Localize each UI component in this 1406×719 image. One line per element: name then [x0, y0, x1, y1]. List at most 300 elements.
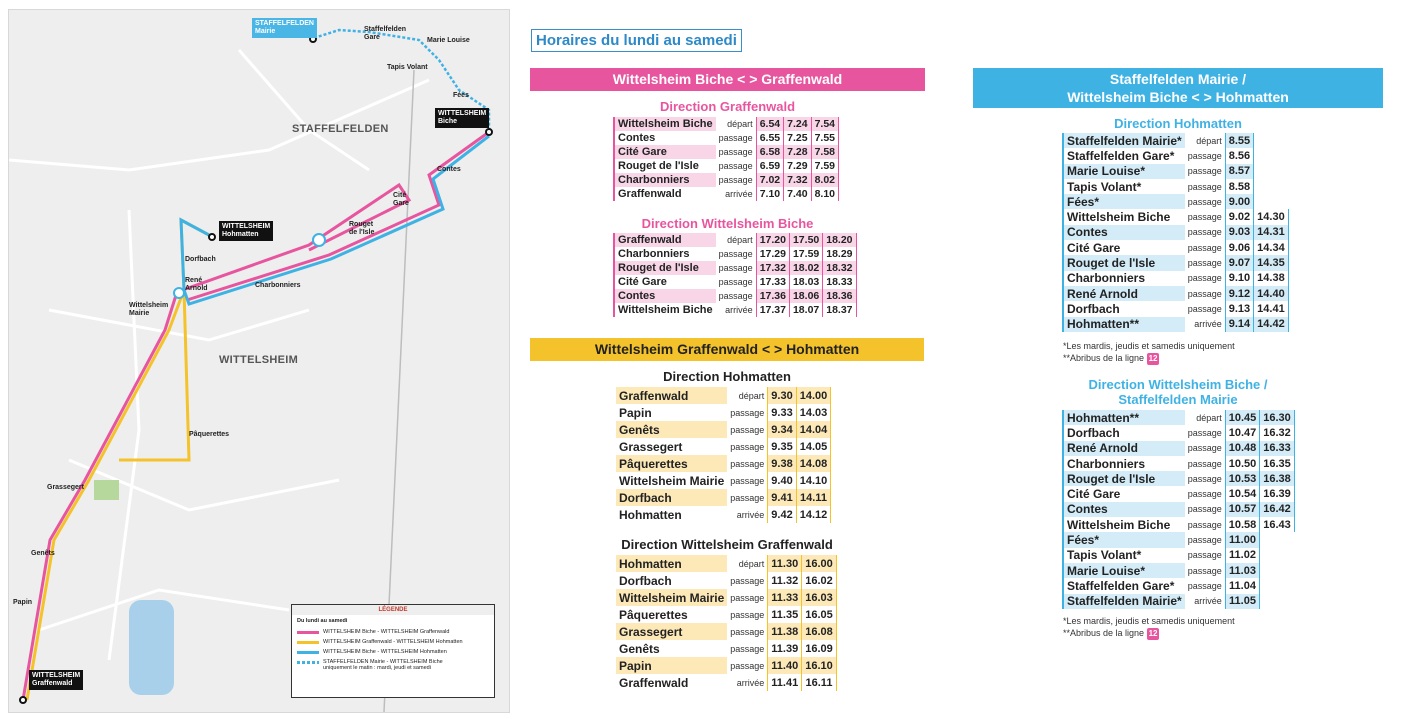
stop-type: passage — [1187, 535, 1222, 546]
timetable-row — [1063, 425, 1294, 440]
departure-time: 7.54 — [811, 117, 838, 131]
departure-time: 18.02 — [789, 261, 822, 275]
stop-name: Contes — [1063, 502, 1185, 517]
departure-time: 9.35 — [768, 438, 796, 455]
departure-time: 17.50 — [789, 233, 822, 247]
note-abribus-text: **Abribus de la ligne — [1063, 628, 1145, 638]
departure-time: 14.31 — [1254, 225, 1289, 240]
pink-direction-2: Direction Wittelsheim Biche — [641, 216, 814, 231]
timetable-blue-2 — [1062, 410, 1295, 609]
stop-type: arrivée — [725, 189, 753, 199]
stop-tapis-volant: Tapis Volant — [387, 64, 428, 71]
note-abribus — [1063, 627, 1235, 640]
timetable-row — [616, 438, 831, 455]
departure-time: 18.06 — [789, 289, 822, 303]
timetable-yellow-1 — [616, 387, 831, 523]
departure-time: 10.53 — [1225, 471, 1260, 486]
timetable-row — [616, 472, 831, 489]
stop-type: passage — [1187, 458, 1222, 469]
stop-type: passage — [718, 277, 753, 287]
departure-time: 9.02 — [1225, 209, 1253, 224]
timetable-blue-1 — [1062, 133, 1289, 332]
stop-name: Pâquerettes — [619, 607, 688, 622]
departure-time: 14.00 — [796, 387, 831, 404]
stop-name: Contes — [1063, 225, 1185, 240]
timetable-row — [1063, 225, 1288, 240]
stop-name: Hohmatten** — [1063, 410, 1185, 425]
timetable-row — [614, 145, 839, 159]
legend-label: STAFFELFELDEN Mairie - WITTELSHEIM Biche uniquement le matin : mardi, jeudi et samedi — [323, 659, 443, 671]
stop-name: René Arnold — [1063, 286, 1185, 301]
departure-time: 17.37 — [756, 303, 789, 317]
stop-name: Graffenwald — [619, 675, 689, 690]
timetable-row — [1063, 594, 1294, 609]
timetable-row — [1063, 548, 1294, 563]
timetable-row — [1063, 471, 1294, 486]
timetable-pink-2 — [613, 233, 857, 317]
stop-type: passage — [718, 263, 753, 273]
stop-name: Cité Gare — [614, 275, 716, 289]
departure-time: 11.33 — [768, 589, 802, 606]
blue-direction-1: Direction Hohmatten — [1114, 116, 1242, 131]
departure-time: 9.34 — [768, 421, 796, 438]
stop-type: départ — [1196, 412, 1222, 423]
stop-name: Cité Gare — [614, 145, 716, 159]
departure-time: 11.41 — [768, 674, 802, 691]
departure-time: 11.32 — [768, 572, 802, 589]
legend-item — [292, 637, 494, 647]
stop-type: passage — [730, 407, 765, 418]
departure-time: 11.05 — [1225, 594, 1260, 609]
stop-type: passage — [1187, 580, 1222, 591]
stop-type: passage — [1187, 196, 1222, 207]
timetable-yellow-2 — [616, 555, 837, 691]
stop-type: passage — [1187, 181, 1222, 192]
timetable-row — [616, 623, 836, 640]
departure-time: 14.04 — [796, 421, 831, 438]
note-abribus-text: **Abribus de la ligne — [1063, 353, 1145, 363]
stop-name: Staffelfelden Mairie* — [1063, 133, 1185, 148]
departure-time: 7.40 — [784, 187, 811, 201]
stop-name: Genêts — [619, 641, 660, 656]
stop-name: Hohmatten — [619, 507, 682, 522]
note-weekdays: *Les mardis, jeudis et samedis uniquement — [1063, 341, 1235, 351]
stop-type: passage — [1187, 519, 1222, 530]
stop-type: passage — [730, 458, 765, 469]
legend-label: WITTELSHEIM Biche - WITTELSHEIM Hohmatten — [323, 649, 447, 655]
departure-time: 16.02 — [802, 572, 837, 589]
departure-time: 10.54 — [1225, 486, 1260, 501]
departure-time — [1260, 563, 1295, 578]
departure-time: 11.30 — [768, 555, 802, 572]
timetable-row — [616, 489, 831, 506]
departure-time: 7.58 — [811, 145, 838, 159]
departure-time: 16.39 — [1260, 486, 1295, 501]
timetable-row — [1063, 532, 1294, 547]
departure-time — [1254, 179, 1289, 194]
stop-type: passage — [1187, 489, 1222, 500]
timetable-row — [1063, 563, 1294, 578]
town-wittelsheim: WITTELSHEIM — [219, 354, 299, 366]
departure-time: 17.32 — [756, 261, 789, 275]
stop-type: passage — [730, 424, 765, 435]
stop-type: arrivée — [1194, 319, 1222, 330]
note-weekdays: *Les mardis, jeudis et samedis uniquement — [1063, 616, 1235, 626]
stop-name: Charbonniers — [614, 173, 716, 187]
timetable-row — [1063, 148, 1288, 163]
departure-time — [1254, 133, 1289, 148]
departure-time: 16.03 — [802, 589, 837, 606]
stop-type: passage — [1187, 473, 1222, 484]
stop-type: passage — [730, 609, 765, 620]
departure-time: 17.59 — [789, 247, 822, 261]
stop-type: arrivée — [1194, 596, 1222, 607]
stop-type: arrivée — [736, 677, 765, 688]
stop-name: Papin — [619, 405, 652, 420]
stop-name: Wittelsheim Mairie — [616, 589, 727, 606]
timetable-row — [616, 572, 836, 589]
stop-type: passage — [730, 643, 765, 654]
stop-name: Fées* — [1063, 532, 1185, 547]
legend-subtitle: Du lundi au samedi — [297, 618, 348, 624]
yellow-direction-2: Direction Wittelsheim Graffenwald — [621, 537, 833, 552]
band-blue: Staffelfelden Mairie / Wittelsheim Biche < > Hohmatten — [973, 68, 1383, 108]
departure-time: 8.10 — [811, 187, 838, 201]
timetable-row — [616, 555, 836, 572]
stop-rene-arnold: René Arnold — [185, 277, 208, 292]
departure-time: 14.12 — [796, 506, 831, 523]
blue-note-2 — [1063, 615, 1235, 640]
stop-name: Hohmatten — [616, 555, 727, 572]
terminal-wittelsheim-biche: WITTELSHEIM Biche — [435, 108, 489, 128]
departure-time: 7.10 — [756, 187, 783, 201]
departure-time — [1260, 578, 1295, 593]
timetable-row — [1063, 194, 1288, 209]
stop-name: Hohmatten** — [1063, 317, 1185, 332]
timetable-row — [614, 173, 839, 187]
stop-name: Marie Louise* — [1063, 563, 1185, 578]
departure-time: 17.20 — [756, 233, 789, 247]
stop-marie-louise: Marie Louise — [427, 37, 470, 44]
stop-type: passage — [1187, 550, 1222, 561]
stop-type: passage — [1187, 242, 1222, 253]
stop-name: Genêts — [616, 421, 727, 438]
departure-time: 8.55 — [1225, 133, 1253, 148]
departure-time: 6.55 — [756, 131, 783, 145]
stop-name: Staffelfelden Mairie* — [1063, 594, 1185, 609]
departure-time: 14.35 — [1254, 255, 1289, 270]
stop-name: Dorfbach — [1063, 425, 1185, 440]
timetable-row — [614, 303, 856, 317]
departure-time — [1260, 532, 1295, 547]
stop-wittelsheim-mairie: Wittelsheim Mairie — [129, 302, 169, 317]
timetable-row — [1063, 502, 1294, 517]
departure-time: 14.08 — [796, 455, 831, 472]
departure-time: 8.02 — [811, 173, 838, 187]
stop-name: Papin — [616, 657, 727, 674]
timetable-row — [614, 117, 839, 131]
band-pink: Wittelsheim Biche < > Graffenwald — [530, 68, 925, 91]
stop-type: passage — [1187, 565, 1222, 576]
blue-direction-2: Direction Wittelsheim Biche / Staffelfelden Mairie — [1088, 377, 1268, 407]
departure-time: 10.47 — [1225, 425, 1260, 440]
timetable-row — [1063, 517, 1294, 532]
departure-time: 11.04 — [1225, 578, 1260, 593]
departure-time: 16.35 — [1260, 456, 1295, 471]
stop-name: Rouget de l'Isle — [614, 261, 716, 275]
stop-name: Wittelsheim Mairie — [619, 473, 725, 488]
stop-name: Staffelfelden Gare* — [1063, 148, 1185, 163]
stop-name: Tapis Volant* — [1063, 548, 1185, 563]
stop-type: départ — [738, 558, 765, 569]
stop-type: passage — [730, 441, 765, 452]
departure-time: 14.38 — [1254, 271, 1289, 286]
timetable-row — [1063, 456, 1294, 471]
departure-time: 9.03 — [1225, 225, 1253, 240]
timetable-row — [1063, 578, 1294, 593]
stop-name: Grassegert — [616, 623, 727, 640]
departure-time: 14.03 — [796, 404, 831, 421]
stop-name: Pâquerettes — [616, 455, 727, 472]
departure-time: 9.30 — [768, 387, 796, 404]
departure-time: 7.28 — [784, 145, 811, 159]
stop-name: Grassegert — [619, 439, 683, 454]
departure-time: 7.25 — [784, 131, 811, 145]
page-title: Horaires du lundi au samedi — [531, 29, 742, 52]
stop-type: passage — [718, 249, 753, 259]
stop-type: passage — [1187, 212, 1222, 223]
departure-time: 8.57 — [1225, 164, 1253, 179]
stop-type: passage — [730, 592, 765, 603]
stop-name: Dorfbach — [616, 489, 727, 506]
departure-time: 11.39 — [768, 640, 802, 657]
departure-time: 18.29 — [823, 247, 856, 261]
stop-type: départ — [1196, 135, 1222, 146]
departure-time: 16.30 — [1260, 410, 1295, 425]
departure-time: 14.42 — [1254, 317, 1289, 332]
departure-time: 10.58 — [1225, 517, 1260, 532]
stop-charbonniers: Charbonniers — [255, 282, 301, 289]
timetable-row — [1063, 271, 1288, 286]
departure-time: 9.13 — [1225, 301, 1253, 316]
timetable-row — [614, 233, 856, 247]
stop-name: Graffenwald — [614, 233, 716, 247]
line-12-badge: 12 — [1148, 354, 1158, 363]
timetable-row — [616, 506, 831, 523]
departure-time: 6.54 — [756, 117, 783, 131]
stop-staffelfelden-gare: Staffelfelden Gare — [364, 26, 407, 41]
blue-note-1 — [1063, 340, 1235, 365]
timetable-row — [616, 657, 836, 674]
departure-time: 9.14 — [1225, 317, 1253, 332]
stop-type: passage — [730, 575, 765, 586]
stop-type: passage — [1187, 227, 1222, 238]
departure-time: 7.02 — [756, 173, 783, 187]
departure-time: 11.03 — [1225, 563, 1260, 578]
stop-type: passage — [1187, 273, 1222, 284]
stop-name: Wittelsheim Biche — [1063, 517, 1185, 532]
departure-time: 14.30 — [1254, 209, 1289, 224]
timetable-row — [616, 387, 831, 404]
departure-time: 9.38 — [768, 455, 796, 472]
stop-name: Contes — [614, 131, 716, 145]
departure-time: 11.00 — [1225, 532, 1260, 547]
stop-type: passage — [1187, 427, 1222, 438]
departure-time: 7.59 — [811, 159, 838, 173]
departure-time: 7.24 — [784, 117, 811, 131]
stop-type: arrivée — [736, 509, 765, 520]
timetable-row — [616, 589, 836, 606]
stop-name: Wittelsheim Biche — [1063, 209, 1185, 224]
stop-type: passage — [718, 175, 753, 185]
stop-name: Charbonniers — [614, 247, 716, 261]
timetable-row — [614, 289, 856, 303]
departure-time: 14.40 — [1254, 286, 1289, 301]
line-12-badge: 12 — [1148, 629, 1158, 638]
departure-time: 18.36 — [823, 289, 856, 303]
timetable-row — [614, 247, 856, 261]
stop-type: passage — [1187, 303, 1222, 314]
stop-name: René Arnold — [1063, 441, 1185, 456]
departure-time: 10.57 — [1225, 502, 1260, 517]
departure-time: 6.59 — [756, 159, 783, 173]
route-map — [8, 9, 510, 713]
stop-name: Dorfbach — [1063, 301, 1185, 316]
departure-time: 6.58 — [756, 145, 783, 159]
stop-fees: Fées — [453, 92, 469, 99]
stop-type: départ — [738, 390, 765, 401]
departure-time: 11.40 — [768, 657, 802, 674]
stop-name: Cité Gare — [1063, 240, 1185, 255]
departure-time: 16.10 — [802, 657, 837, 674]
legend-swatch-blue-dotted — [297, 661, 319, 664]
timetable-row — [1063, 209, 1288, 224]
stop-name: Marie Louise* — [1063, 164, 1185, 179]
stop-type: arrivée — [725, 305, 753, 315]
stop-type: passage — [718, 133, 753, 143]
departure-time — [1260, 594, 1295, 609]
stop-type: départ — [727, 119, 753, 129]
band-yellow: Wittelsheim Graffenwald < > Hohmatten — [530, 338, 924, 361]
stop-rouget-de-lisle: Rouget de l'Isle — [349, 221, 375, 236]
legend-item — [292, 647, 494, 657]
stop-name: Charbonniers — [1063, 456, 1185, 471]
legend-item — [292, 627, 494, 637]
stop-type: passage — [730, 660, 765, 671]
timetable-row — [616, 640, 836, 657]
legend-swatch-yellow — [297, 641, 319, 644]
note-abribus — [1063, 352, 1235, 365]
departure-time: 7.29 — [784, 159, 811, 173]
legend-title: LÉGENDE — [292, 605, 494, 615]
departure-time: 18.37 — [823, 303, 856, 317]
legend-label: WITTELSHEIM Biche - WITTELSHEIM Graffenwald — [323, 629, 450, 635]
departure-time: 9.06 — [1225, 240, 1253, 255]
departure-time: 16.32 — [1260, 425, 1295, 440]
stop-name: Fées* — [1063, 194, 1185, 209]
blue-route — [181, 136, 489, 304]
departure-time: 9.33 — [768, 404, 796, 421]
timetable-row — [614, 275, 856, 289]
departure-time: 14.11 — [796, 489, 831, 506]
stop-name: Rouget de l'Isle — [1063, 471, 1185, 486]
departure-time: 16.33 — [1260, 441, 1295, 456]
stop-type: passage — [1187, 258, 1222, 269]
departure-time: 11.35 — [768, 606, 802, 623]
departure-time: 14.41 — [1254, 301, 1289, 316]
timetable-row — [614, 159, 839, 173]
stop-type: passage — [730, 626, 765, 637]
stop-type: passage — [730, 475, 765, 486]
timetable-row — [614, 187, 839, 201]
timetable-row — [1063, 486, 1294, 501]
departure-time: 10.48 — [1225, 441, 1260, 456]
timetable-row — [616, 421, 831, 438]
stop-name: Contes — [614, 289, 716, 303]
departure-time: 11.02 — [1225, 548, 1260, 563]
departure-time: 18.33 — [823, 275, 856, 289]
yellow-direction-1: Direction Hohmatten — [663, 369, 791, 384]
legend-item — [292, 657, 494, 673]
terminal-wittelsheim-graffenwald: WITTELSHEIM Graffenwald — [29, 670, 83, 690]
stop-name: Graffenwald — [616, 387, 727, 404]
departure-time: 9.10 — [1225, 271, 1253, 286]
departure-time: 16.00 — [802, 555, 837, 572]
timetable-row — [616, 674, 836, 691]
departure-time: 16.11 — [802, 674, 837, 691]
departure-time: 7.55 — [811, 131, 838, 145]
departure-time: 8.56 — [1225, 148, 1253, 163]
timetable-row — [1063, 164, 1288, 179]
stop-name: Tapis Volant* — [1063, 179, 1185, 194]
departure-time — [1254, 148, 1289, 163]
departure-time — [1254, 194, 1289, 209]
departure-time: 9.00 — [1225, 194, 1253, 209]
stop-name: Rouget de l'Isle — [1063, 255, 1185, 270]
timetable-row — [616, 606, 836, 623]
departure-time: 9.42 — [768, 506, 796, 523]
timetable-row — [1063, 286, 1288, 301]
departure-time: 16.42 — [1260, 502, 1295, 517]
departure-time: 9.41 — [768, 489, 796, 506]
stop-dorfbach: Dorfbach — [185, 256, 216, 263]
terminal-wittelsheim-hohmatten: WITTELSHEIM Hohmatten — [219, 221, 273, 241]
timetable-row — [1063, 179, 1288, 194]
stop-type: passage — [718, 291, 753, 301]
stop-name: Wittelsheim Biche — [614, 303, 716, 317]
departure-time: 17.29 — [756, 247, 789, 261]
departure-time: 11.38 — [768, 623, 802, 640]
legend-swatch-blue — [297, 651, 319, 654]
departure-time — [1260, 548, 1295, 563]
stop-papin: Papin — [13, 599, 33, 606]
departure-time: 16.09 — [802, 640, 837, 657]
departure-time: 17.33 — [756, 275, 789, 289]
stop-type: passage — [1187, 288, 1222, 299]
departure-time: 18.03 — [789, 275, 822, 289]
departure-time: 10.50 — [1225, 456, 1260, 471]
stop-type: départ — [727, 235, 753, 245]
departure-time: 10.45 — [1225, 410, 1260, 425]
departure-time: 14.10 — [796, 472, 831, 489]
timetable-row — [616, 404, 831, 421]
timetable-row — [616, 455, 831, 472]
town-staffelfelden: STAFFELFELDEN — [292, 123, 389, 135]
stop-type: passage — [1187, 166, 1222, 177]
stop-name: Staffelfelden Gare* — [1063, 578, 1185, 593]
stop-name: Dorfbach — [619, 573, 672, 588]
stop-type: passage — [718, 147, 753, 157]
